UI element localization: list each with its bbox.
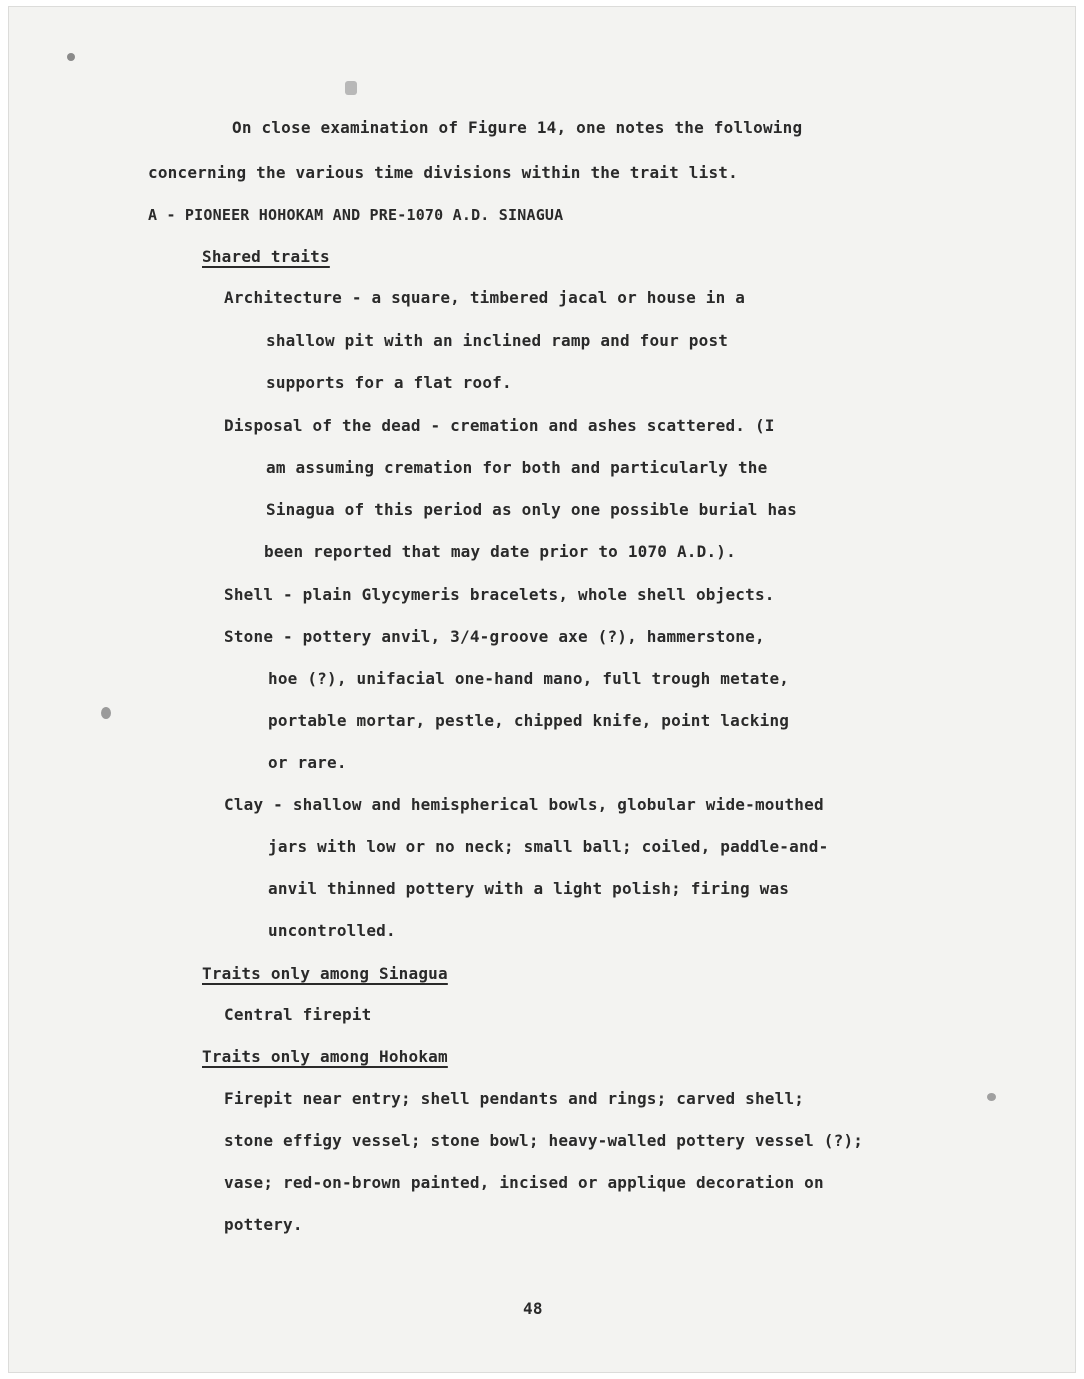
clay-line-4: uncontrolled. xyxy=(268,921,396,940)
clay-line-3: anvil thinned pottery with a light polish; firing was xyxy=(268,879,790,898)
disposal-line-2: am assuming cremation for both and particularly the xyxy=(266,458,768,477)
architecture-line-1: Architecture - a square, timbered jacal or house in a xyxy=(224,288,746,307)
shell-line: Shell - plain Glycymeris bracelets, whole shell objects. xyxy=(224,585,775,604)
disposal-line-3: Sinagua of this period as only one possible burial has xyxy=(266,500,797,519)
hohokam-traits-heading: Traits only among Hohokam xyxy=(202,1047,448,1066)
hohokam-trait-line-1: Firepit near entry; shell pendants and rings; carved shell; xyxy=(224,1089,805,1108)
stone-line-1: Stone - pottery anvil, 3/4-groove axe (?), hammerstone, xyxy=(224,627,765,646)
intro-line-1: On close examination of Figure 14, one notes the following xyxy=(232,118,803,137)
page-number: 48 xyxy=(523,1299,543,1318)
paper-speck xyxy=(345,81,357,95)
hohokam-trait-line-2: stone effigy vessel; stone bowl; heavy-walled pottery vessel (?); xyxy=(224,1131,864,1150)
disposal-line-1: Disposal of the dead - cremation and ashes scattered. (I xyxy=(224,416,775,435)
stone-line-3: portable mortar, pestle, chipped knife, point lacking xyxy=(268,711,790,730)
section-heading: A - PIONEER HOHOKAM AND PRE-1070 A.D. SINAGUA xyxy=(148,206,564,224)
intro-line-2: concerning the various time divisions within the trait list. xyxy=(148,163,738,182)
shared-traits-heading: Shared traits xyxy=(202,247,330,266)
sinagua-traits-heading: Traits only among Sinagua xyxy=(202,964,448,983)
hohokam-trait-line-3: vase; red-on-brown painted, incised or applique decoration on xyxy=(224,1173,824,1192)
clay-line-1: Clay - shallow and hemispherical bowls, globular wide-mouthed xyxy=(224,795,824,814)
disposal-line-4: been reported that may date prior to 1070 A.D.). xyxy=(264,542,736,561)
stone-line-4: or rare. xyxy=(268,753,347,772)
architecture-line-3: supports for a flat roof. xyxy=(266,373,512,392)
sinagua-trait-item: Central firepit xyxy=(224,1005,372,1024)
paper-speck xyxy=(101,707,111,719)
hohokam-trait-line-4: pottery. xyxy=(224,1215,303,1234)
paper-speck xyxy=(67,53,75,61)
paper-speck xyxy=(987,1093,996,1101)
architecture-line-2: shallow pit with an inclined ramp and four post xyxy=(266,331,729,350)
stone-line-2: hoe (?), unifacial one-hand mano, full trough metate, xyxy=(268,669,790,688)
clay-line-2: jars with low or no neck; small ball; coiled, paddle-and- xyxy=(268,837,829,856)
